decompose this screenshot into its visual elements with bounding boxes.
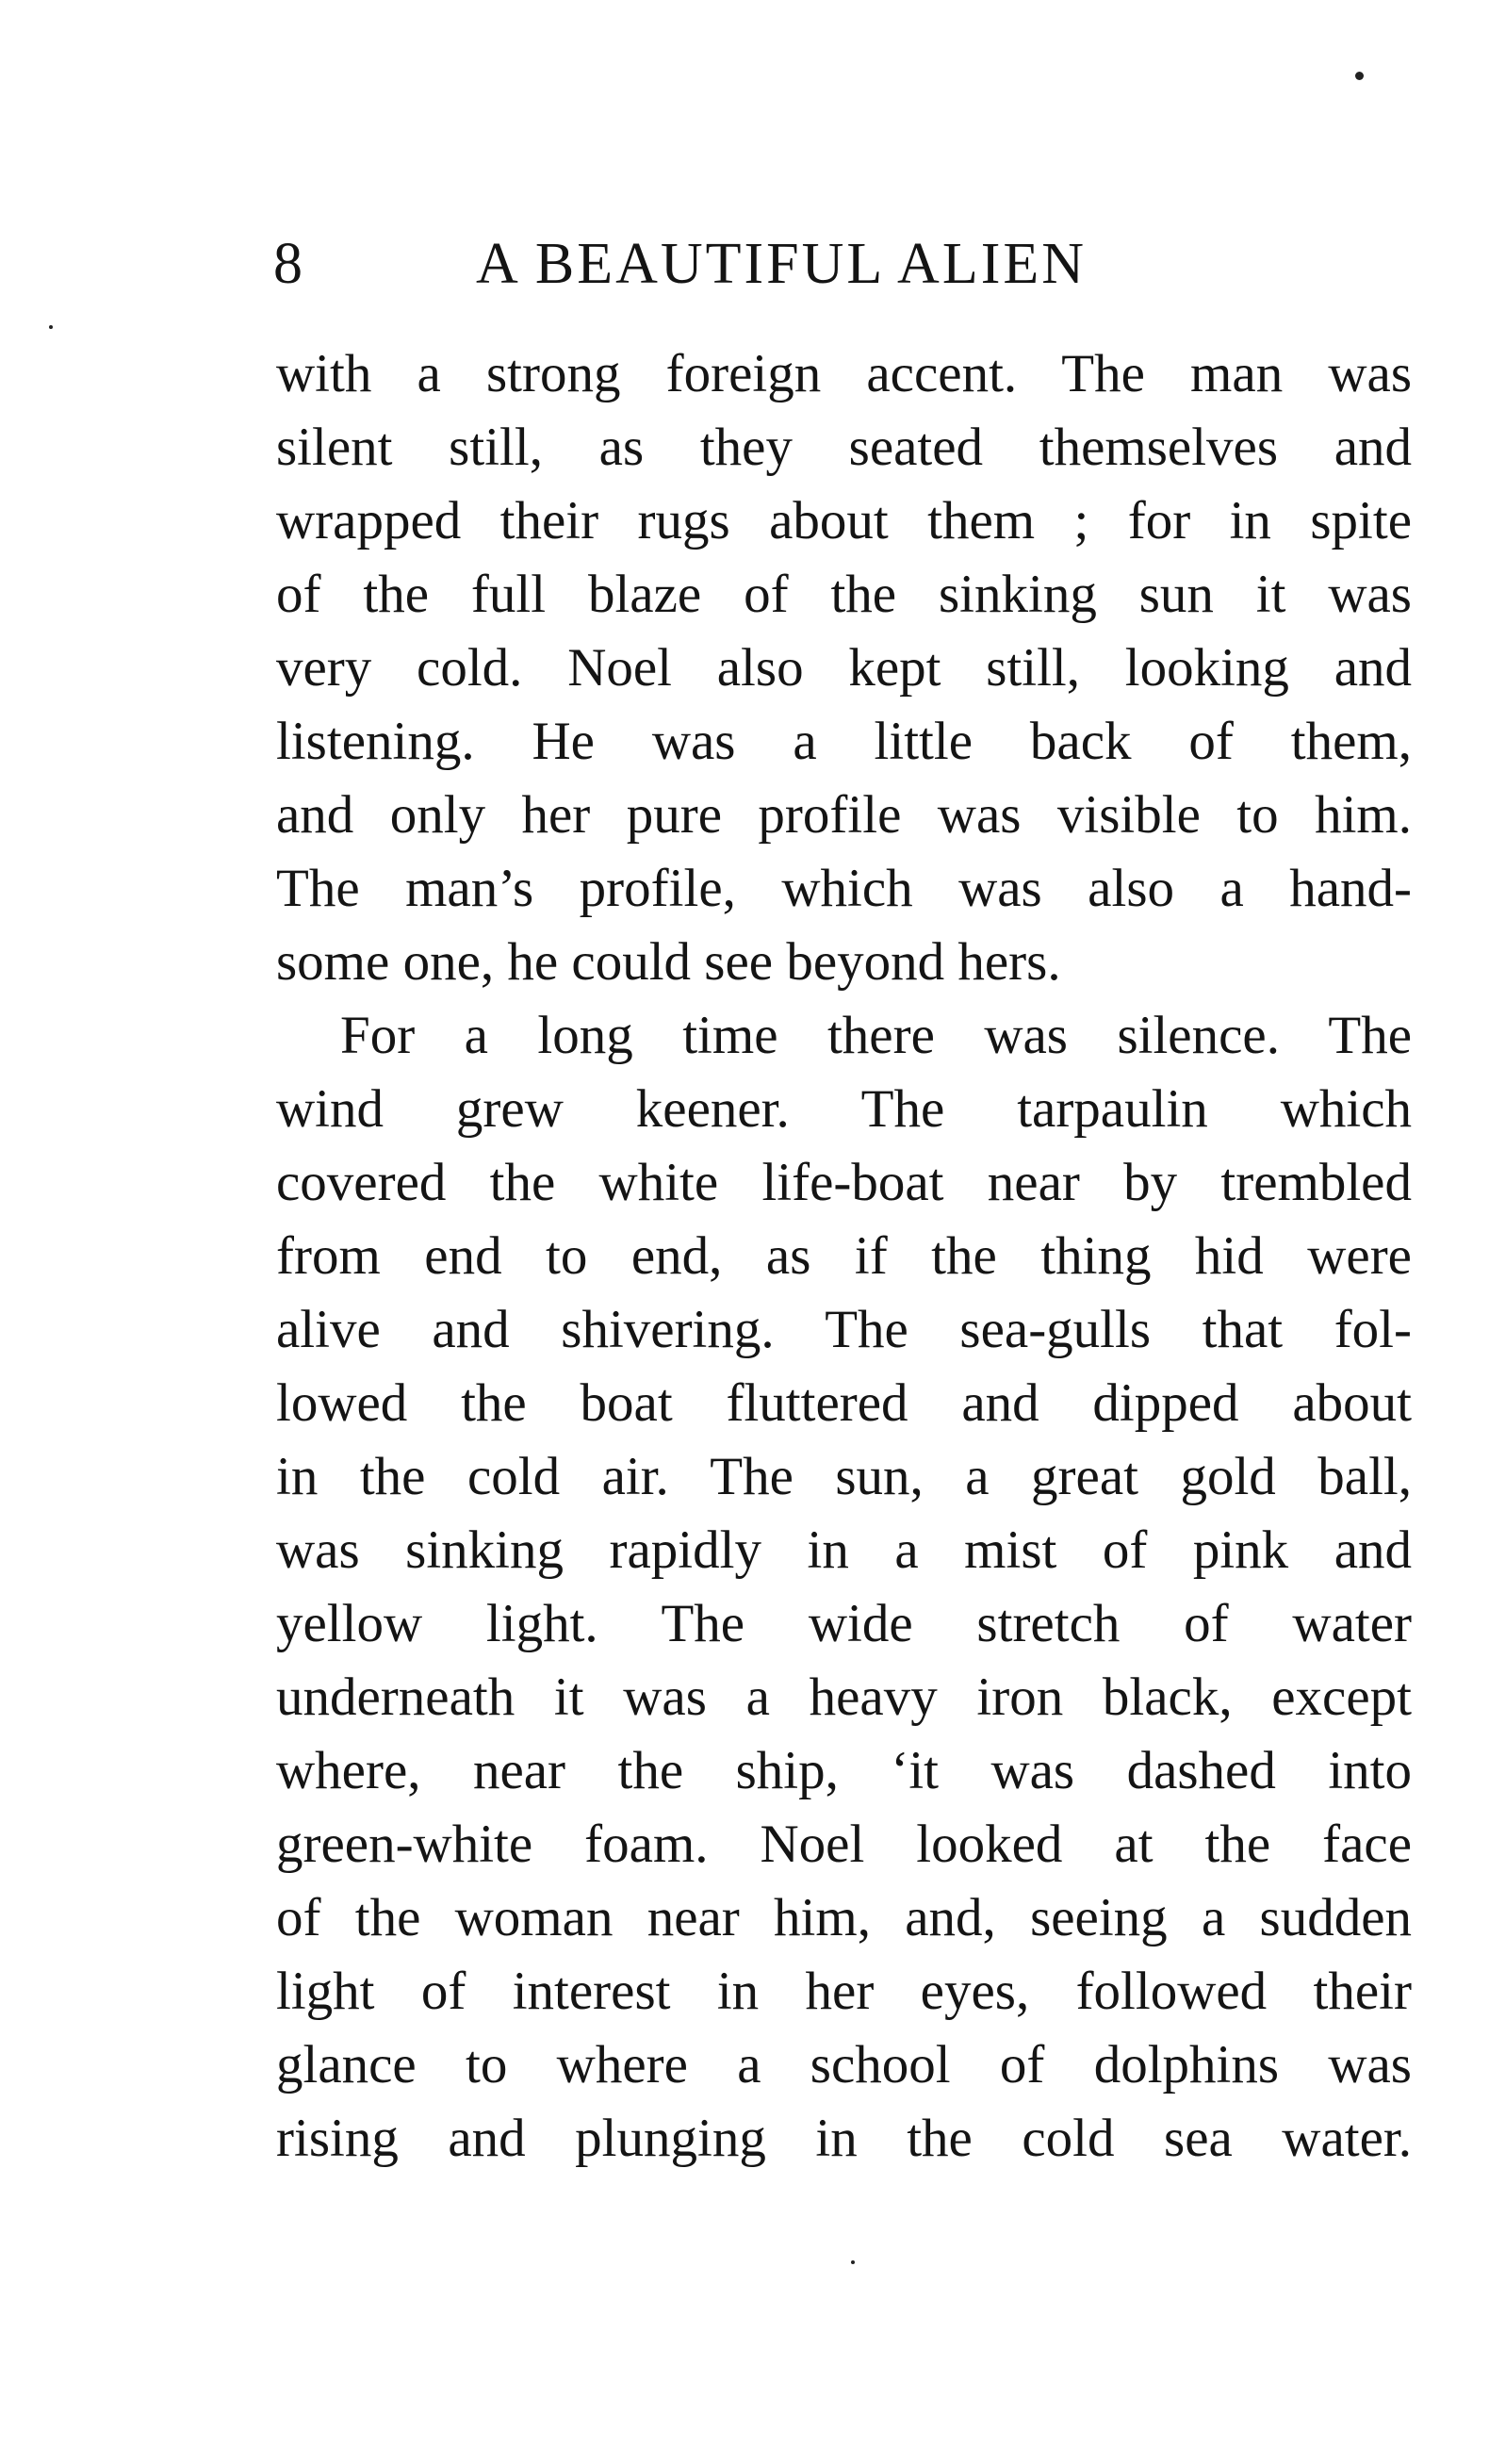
body-text <box>276 337 1412 2176</box>
page-header <box>273 226 1225 302</box>
text-line: wrapped their rugs about them ; for in spite <box>276 491 1412 550</box>
text-line: from end to end, as if the thing hid were <box>276 1226 1412 1286</box>
text-line: lowed the boat fluttered and dipped about <box>276 1373 1412 1433</box>
print-speck <box>851 2260 855 2264</box>
running-title: A BEAUTIFUL ALIEN <box>476 232 1087 296</box>
text-line: rising and plunging in the cold sea water. <box>276 2109 1412 2168</box>
text-line: in the cold air. The sun, a great gold ball, <box>276 1447 1412 1506</box>
text-line: of the woman near him, and, seeing a sudden <box>276 1888 1412 1947</box>
text-line: of the full blaze of the sinking sun it was <box>276 565 1412 624</box>
text-line: and only her pure profile was visible to him. <box>276 785 1412 845</box>
text-line: For a long time there was silence. The <box>340 1006 1412 1065</box>
text-line: glance to where a school of dolphins was <box>276 2035 1412 2094</box>
text-line: where, near the ship, ‘it was dashed into <box>276 1741 1412 1800</box>
text-line: underneath it was a heavy iron black, except <box>276 1667 1412 1727</box>
text-line: The man’s profile, which was also a hand- <box>276 859 1412 918</box>
text-line: silent still, as they seated themselves and <box>276 418 1412 477</box>
text-line: green-white foam. Noel looked at the face <box>276 1815 1412 1874</box>
print-speck <box>49 325 53 329</box>
page-number: 8 <box>273 232 305 296</box>
text-line: was sinking rapidly in a mist of pink and <box>276 1520 1412 1580</box>
text-line: yellow light. The wide stretch of water <box>276 1594 1412 1653</box>
text-line: very cold. Noel also kept still, looking and <box>276 638 1412 698</box>
text-line: with a strong foreign accent. The man was <box>276 344 1412 403</box>
text-line: covered the white life-boat near by trembled <box>276 1153 1412 1212</box>
print-speck <box>1355 72 1364 80</box>
text-line: some one, he could see beyond hers. <box>276 932 1061 992</box>
text-line: alive and shivering. The sea-gulls that fol- <box>276 1300 1412 1359</box>
text-line: light of interest in her eyes, followed their <box>276 1962 1412 2021</box>
text-line: listening. He was a little back of them, <box>276 712 1412 771</box>
text-line: wind grew keener. The tarpaulin which <box>276 1079 1412 1139</box>
